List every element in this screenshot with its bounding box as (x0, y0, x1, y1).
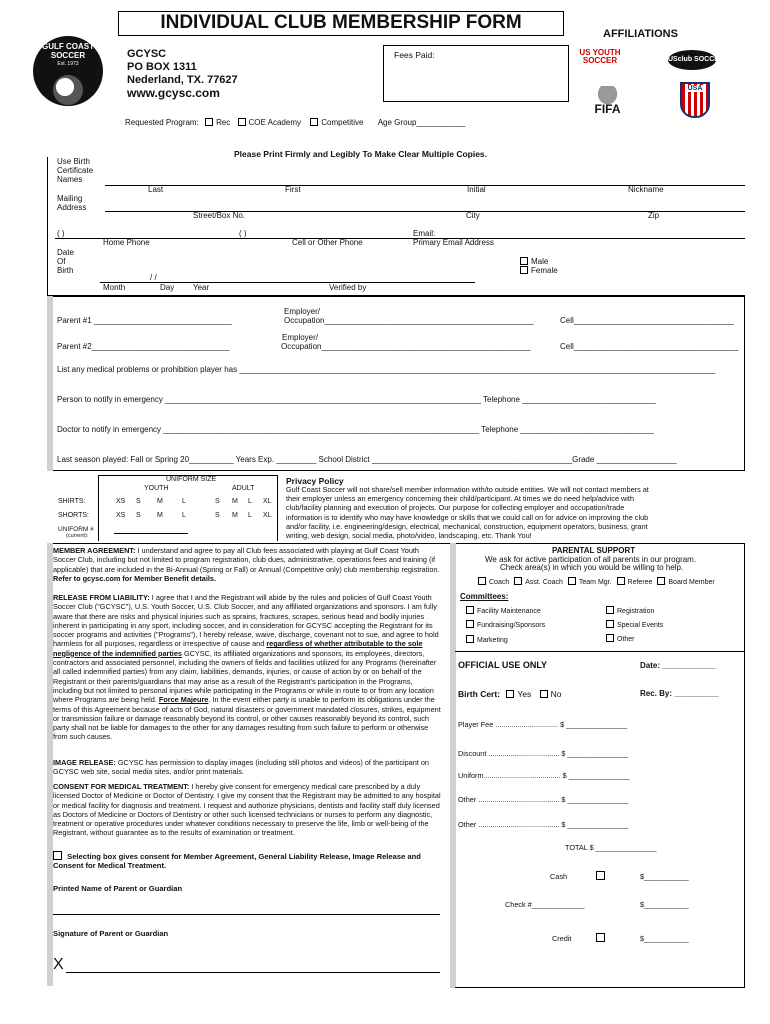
committee-fundraising: Fundraising/Sponsors (466, 620, 545, 629)
home-phone-label: Home Phone (103, 238, 150, 247)
signature-label: Signature of Parent or Guardian (53, 929, 169, 938)
image-release: IMAGE RELEASE: GCYSC has permission to display images (including still photos and videos) of the participant on GCYSC web site, social media sites, and/or print materials. (53, 758, 429, 777)
competitive-label: Competitive (321, 118, 364, 127)
youth-size-shorts-l[interactable]: L (182, 512, 186, 519)
rec-label: Rec (216, 118, 231, 127)
adult-size-shorts-xl[interactable]: XL (263, 512, 272, 519)
shorts-label: SHORTS: (58, 512, 89, 519)
parent2-field[interactable]: Parent #2_______________________________ (57, 342, 230, 351)
occupation-field-1[interactable]: Occupation_______________________________________________ (284, 316, 534, 325)
city-line: Nederland, TX. 77627 (127, 74, 238, 86)
youth-size-shirts-l[interactable]: L (182, 498, 186, 505)
asst-coach-checkbox[interactable] (514, 577, 522, 585)
home-phone-paren: ( ) (57, 229, 65, 238)
fundraising-checkbox[interactable] (466, 620, 474, 628)
referee-checkbox[interactable] (617, 577, 625, 585)
street-label: Street/Box No. (193, 211, 246, 220)
mailing-address-label: Mailing Address (57, 194, 87, 212)
us-club-soccer-logo: USclub SOCCER (668, 50, 716, 70)
day-label: Day (160, 283, 175, 292)
club-address (127, 48, 327, 100)
coe-academy-checkbox[interactable] (238, 118, 246, 126)
print-instructions: Please Print Firmly and Legibly To Make Clear Multiple Copies. (234, 149, 488, 159)
adult-size-shirts-l[interactable]: L (248, 498, 252, 505)
us-youth-soccer-logo: US YOUTH SOCCER (579, 48, 621, 65)
team-mgr-checkbox[interactable] (568, 577, 576, 585)
role-options: Coach Asst. Coach Team Mgr. Referee Board Member (478, 577, 715, 586)
check-number-field[interactable]: Check #_____________ (505, 900, 585, 909)
affiliations-heading: AFFILIATIONS (603, 28, 678, 40)
adult-size-shirts-m[interactable]: M (232, 498, 238, 505)
uniform-current-label: (current): (66, 533, 89, 539)
club-logo (33, 36, 103, 106)
us-soccer-crest: USA (680, 82, 710, 118)
liability-release: RELEASE FROM LIABILITY: I agree that I and the Registrant will abide by the rules and policies of Gulf Coast Youth Soccer Club ("GCYSC"), U.S. Youth Soccer, U.S. Club Soccer, and any affiliated organizations and sponsors. I am fully aware that there are risks and physical injuries such as sprains, fractures, scrapes, serious head and bodily injuries inherent in participating in any sport, including soccer, and in consideration for GCYSC accepting the Registrant for its soccer programs and activities ("Programs"), I hereby release, waive, discharge, covenant not to sue, and agree to hold harmless for all purposes, regardless or irrespective of cause and regardless of whether attributable to the sole negligence of the indemnified parties GCYSC, its affiliated organizations and sponsors, its employees, directors, contractors and associated personnel, including the owners of fields and facilities utilized for any Programs (hereinafter all called indemnified parties) from any claim, liabilities, demands, injuries, or cause of action by or on behalf of the Registrant or their parents/guardians that may arise as a result of the Registrant's participation in the Programs, including but not limited to personal injuries while participating in the Programs or while in route to or from any location where Programs are being held. Force Majeure. In the event either party is unable to perform its obligations under the terms of this Agreement because of acts of God, natural disasters or government mandated closures, strikes, equipment or transmission failure or damage reasonably beyond its control, or other causes reasonably beyond its control, such party shall not be liable for damages to the other for any damages resulting from such failure to perform or otherwise from such causes. (53, 593, 441, 742)
birth-cert-label: Use Birth Certificate Names (57, 157, 94, 184)
parental-line1: We ask for active participation of all parents in our program. (485, 555, 697, 564)
cash-amount[interactable]: $___________ (640, 872, 689, 881)
consent-checkbox-row: Selecting box gives consent for Member Agreement, General Liability Release, Image Release and Consent for Medical Treatment. (53, 852, 421, 871)
nickname-label: Nickname (628, 185, 664, 194)
other-fee-field-2[interactable]: Other ........................................ $ _______________ (458, 820, 629, 829)
cash-checkbox[interactable] (596, 871, 605, 880)
privacy-title: Privacy Policy (286, 476, 344, 486)
email-label: Email: (413, 229, 436, 238)
female-option: Female (520, 266, 558, 275)
form-title: INDIVIDUAL CLUB MEMBERSHIP FORM (118, 11, 564, 36)
parental-support-title: PARENTAL SUPPORT (552, 546, 636, 555)
zip-label: Zip (648, 211, 660, 220)
emergency-contact-field[interactable]: Person to notify in emergency _______________________________________________________________________ Telephone ______________________________ (57, 395, 656, 404)
youth-label: YOUTH (144, 485, 169, 492)
discount-field[interactable]: Discount ................................... $ _______________ (458, 749, 629, 758)
birth-cert-yes-checkbox[interactable] (506, 690, 514, 698)
adult-size-shirts-s[interactable]: S (215, 498, 220, 505)
committee-registration: Registration (606, 606, 654, 615)
adult-size-shorts-l[interactable]: L (248, 512, 252, 519)
events-checkbox[interactable] (606, 620, 614, 628)
org-name: GCYSC (127, 48, 167, 60)
youth-size-shirts-m[interactable]: M (157, 498, 163, 505)
initial-label: Initial (467, 185, 486, 194)
committee-events: Special Events (606, 620, 663, 629)
printed-name-label: Printed Name of Parent or Guardian (53, 884, 183, 893)
age-group-field[interactable]: Age Group___________ (377, 118, 466, 127)
signature-x: X (53, 956, 64, 973)
credit-label: Credit (552, 934, 572, 943)
committee-facility: Facility Maintenance (466, 606, 541, 615)
board-member-checkbox[interactable] (657, 577, 665, 585)
committee-marketing: Marketing (466, 635, 508, 644)
office-date[interactable]: Date: ____________ (640, 661, 716, 670)
parent1-cell-field[interactable]: Cell____________________________________ (560, 316, 734, 325)
uniform-fee-field[interactable]: Uniform...................................... $ _______________ (458, 771, 630, 780)
coach-checkbox[interactable] (478, 577, 486, 585)
program-label: Requested Program: (125, 118, 199, 127)
primary-email-label: Primary Email Address (413, 238, 494, 247)
cell-phone-label: Cell or Other Phone (292, 238, 363, 247)
fees-paid-label: Fees Paid: (394, 50, 435, 60)
verified-by-label: Verified by (329, 283, 367, 292)
parental-line2: Check area(s) in which you would be willing to help. (500, 563, 684, 572)
youth-size-shorts-s[interactable]: S (136, 512, 141, 519)
requested-program (125, 118, 465, 127)
fifa-logo: FIFA (585, 86, 630, 118)
committees-label: Committees: (460, 592, 509, 601)
uniform-title: UNIFORM SIZE (166, 476, 217, 483)
birth-cert-no-checkbox[interactable] (540, 690, 548, 698)
signature-line[interactable] (66, 972, 440, 973)
po-box: PO BOX 1311 (127, 61, 197, 73)
official-use-title: OFFICIAL USE ONLY (458, 660, 548, 670)
last-name-label: Last (148, 185, 164, 194)
facility-checkbox[interactable] (466, 606, 474, 614)
fees-paid-box[interactable] (383, 45, 569, 102)
rec-checkbox[interactable] (205, 118, 213, 126)
youth-size-shorts-m[interactable]: M (157, 512, 163, 519)
logo-sub: Est. 1973 (57, 61, 79, 67)
website: www.gcysc.com (127, 86, 220, 100)
adult-size-shorts-s[interactable]: S (215, 512, 220, 519)
shirts-label: SHIRTS: (58, 498, 86, 505)
cell-phone-paren: ( ) (239, 229, 247, 238)
competitive-checkbox[interactable] (310, 118, 318, 126)
committee-other: Other (606, 634, 635, 643)
year-label: Year (193, 283, 210, 292)
birth-cert-row: Birth Cert: Yes No (458, 689, 562, 699)
city-label: City (466, 211, 480, 220)
adult-size-shorts-m[interactable]: M (232, 512, 238, 519)
check-amount[interactable]: $___________ (640, 900, 689, 909)
soccer-ball-icon (53, 75, 83, 105)
credit-checkbox[interactable] (596, 933, 605, 942)
medical-consent: CONSENT FOR MEDICAL TREATMENT: I hereby give consent for emergency medical care prescribed by a duly licensed Doctor of Medicine or Doctor of Dentistry. I give my consent that the Registrant may be admitted to any hospital or medical facility for diagnosis and treatment. I request and authorize physicians, dentists and facility staff duly licensed as Doctors of Medicine or Doctors of Dentistry or other such licensed technicians or nurses to perform any diagnostic, treatment or operative procedures under whatever conditions necessary to preserve the life, limb or well-being of the Registrant, without guarantee as to the results of examination or treatment. (53, 782, 441, 838)
parent2-cell-field[interactable]: Cell_____________________________________ (560, 342, 739, 351)
logo-text: GULF COAST SOCCER (42, 42, 94, 60)
male-checkbox[interactable] (520, 257, 528, 265)
last-season-field[interactable]: Last season played: Fall or Spring 20__________ Years Exp. _________ School District _____________________________________________Grade __________________ (57, 455, 677, 464)
total-field[interactable]: TOTAL $ _______________ (565, 843, 657, 852)
male-option: Male (520, 257, 548, 266)
youth-size-shirts-xs[interactable]: XS (116, 498, 126, 505)
other-checkbox[interactable] (606, 634, 614, 642)
rec-by[interactable]: Rec. By: __________ (640, 689, 719, 698)
parent1-field[interactable]: Parent #1 _______________________________ (57, 316, 232, 325)
first-name-label: First (285, 185, 301, 194)
medical-problems-field[interactable]: List any medical problems or prohibition player has ___________________________________________________________________________________________________________ (57, 365, 716, 374)
cash-label: Cash (550, 872, 568, 881)
player-fee-field[interactable]: Player Fee ............................... $ _______________ (458, 720, 628, 729)
youth-size-shirts-s[interactable]: S (136, 498, 141, 505)
doctor-field[interactable]: Doctor to notify in emergency _______________________________________________________________________ Telephone ______________________________ (57, 425, 654, 434)
dob-label: Date Of Birth (57, 248, 74, 275)
month-label: Month (103, 283, 126, 292)
privacy-text: Gulf Coast Soccer will not share/sell member information with/to outside entities. We will not contact members at their employer unless an emergency concerning their child/participant. At times we do need help/advice with club/facility planning and execution of projects. Our purpose for collecting employer and occupation/trade information is to identify who may have knowledge or skills that we could call on for advice on improving the club and/or facility, i.e. engineering/design, electrical, mechanical, construction, equipment operators, business, grant writing, web design, social media, photo/video, landscaping, etc. Thank You! (286, 485, 649, 541)
other-fee-field-1[interactable]: Other ........................................ $ _______________ (458, 795, 629, 804)
printed-name-line[interactable] (53, 914, 440, 915)
adult-size-shirts-xl[interactable]: XL (263, 498, 272, 505)
member-agreement: MEMBER AGREEMENT: I understand and agree to pay all Club fees associated with playing at Gulf Coast Youth Soccer Club, including but not limited to program registration, club dues, administrative, operations fees and training (if applicable) that are included in the Bi-Annual (Spring or Fall) or Annual (Competitive only) club membership registration. Refer to gcysc.com for Member Benefit details. (53, 546, 440, 583)
uniform-number-label: UNIFORM # (58, 526, 94, 533)
registration-checkbox[interactable] (606, 606, 614, 614)
adult-label: ADULT (232, 485, 255, 492)
consent-checkbox[interactable] (53, 851, 62, 860)
dob-slashes: / / (150, 273, 157, 282)
employer-label-1: Employer/ (284, 307, 321, 316)
coe-label: COE Academy (248, 118, 301, 127)
marketing-checkbox[interactable] (466, 635, 474, 643)
youth-size-shorts-xs[interactable]: XS (116, 512, 126, 519)
credit-amount[interactable]: $___________ (640, 934, 689, 943)
occupation-field-2[interactable]: Occupation_______________________________________________ (281, 342, 531, 351)
employer-label-2: Employer/ (282, 333, 319, 342)
female-checkbox[interactable] (520, 266, 528, 274)
